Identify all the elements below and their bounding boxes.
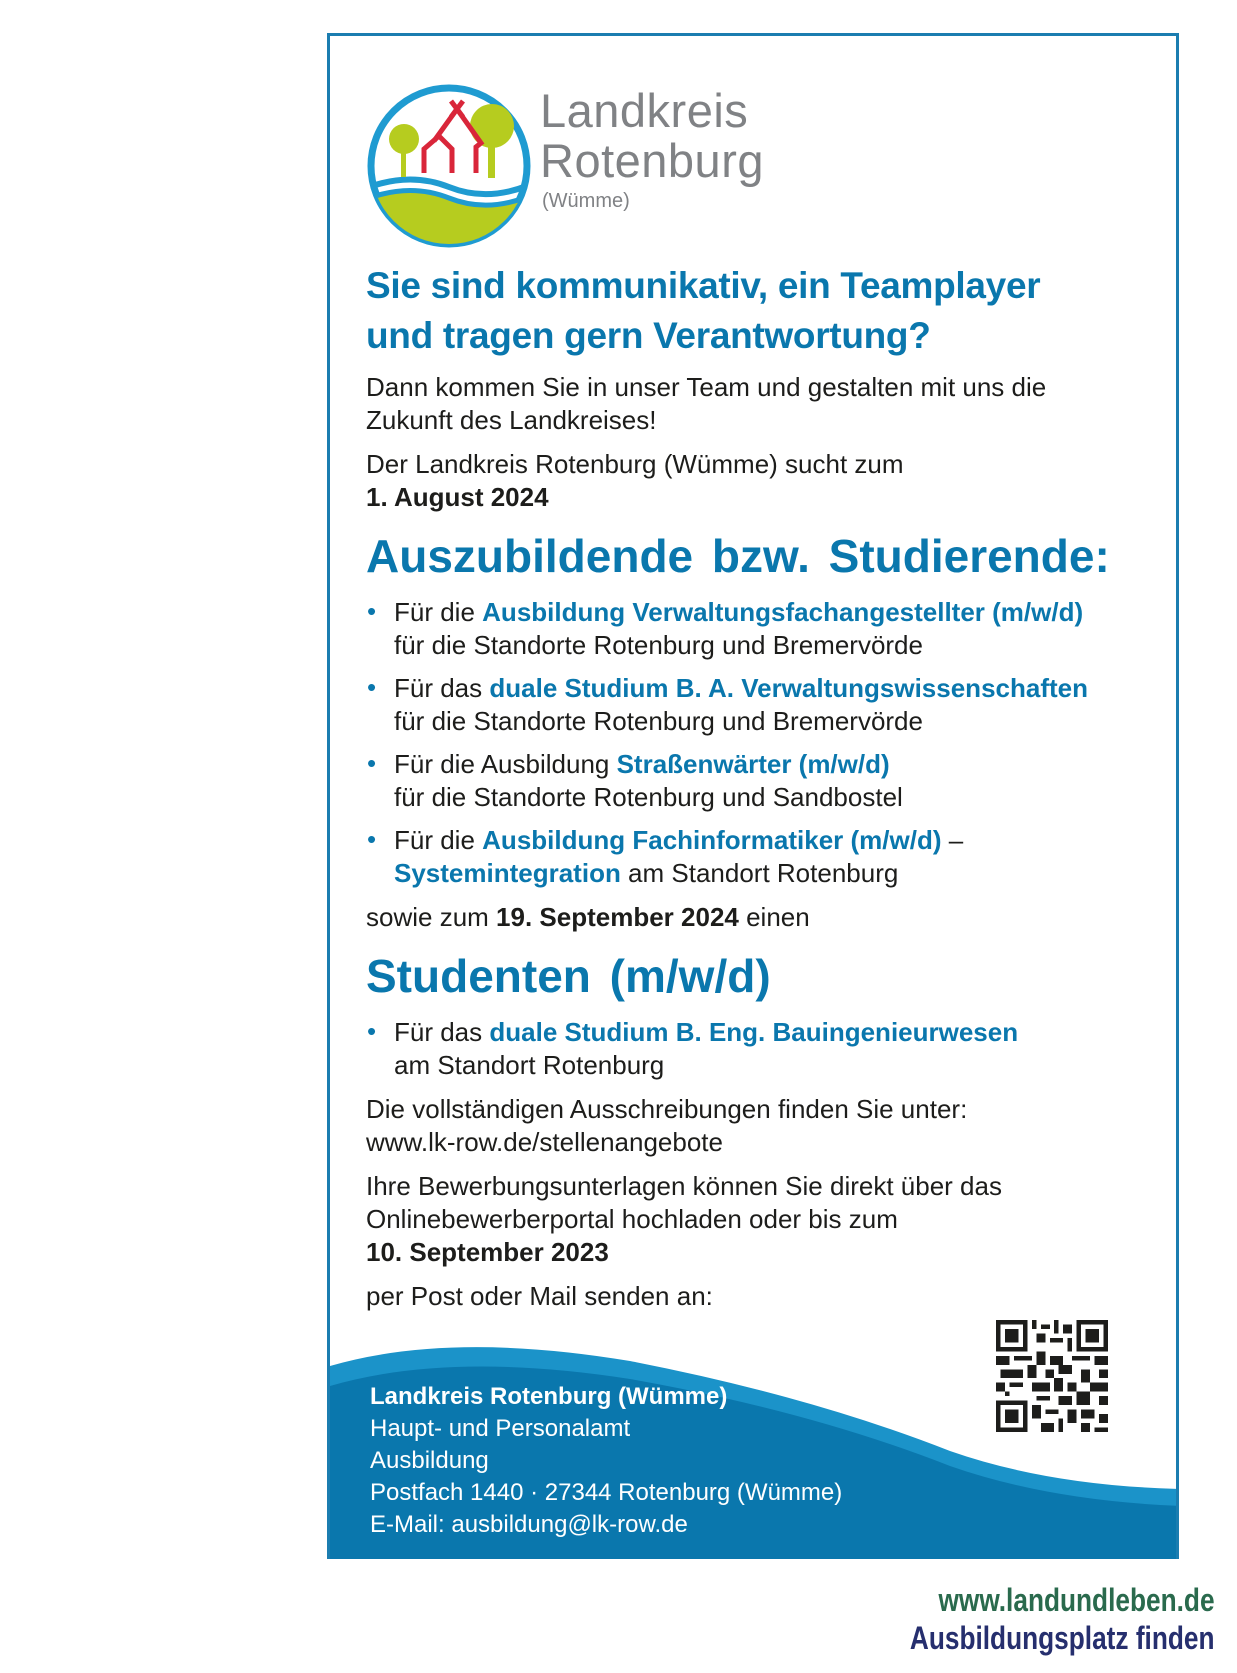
list-item xyxy=(366,596,1156,662)
item-location: am Standort Rotenburg xyxy=(394,1050,665,1080)
footer-email-link[interactable]: E-Mail: ausbildung@lk-row.de xyxy=(370,1511,688,1538)
item-highlight: Straßenwärter (m/w/d) xyxy=(616,749,890,779)
details-url-link[interactable]: www.lk-row.de/stellenangebote xyxy=(366,1127,723,1157)
list-item xyxy=(366,824,1156,890)
item-highlight: duale Studium B. Eng. Bauingenieurwesen xyxy=(489,1017,1019,1047)
logo-sub: (Wümme) xyxy=(542,190,630,212)
footer-address: Postfach 1440 · 27344 Rotenburg (Wümme) xyxy=(370,1479,843,1506)
headline-line2: und tragen gern Verantwortung? xyxy=(366,315,931,356)
item-location: für die Standorte Rotenburg und Bremervörde xyxy=(394,706,923,736)
item-prefix: Für die xyxy=(394,825,483,855)
apply-line3: per Post oder Mail senden an: xyxy=(366,1281,713,1311)
search-text xyxy=(366,448,1156,514)
logo-line1: Landkreis xyxy=(540,84,749,137)
section2-list xyxy=(366,1016,1156,1082)
landkreis-logo-icon xyxy=(364,81,534,251)
item-prefix: Für die Ausbildung xyxy=(394,749,617,779)
qr-code-icon[interactable] xyxy=(996,1320,1108,1432)
item-prefix: Für das xyxy=(394,673,490,703)
publisher-brand xyxy=(910,1581,1215,1657)
item-location: am Standort Rotenburg xyxy=(620,858,899,888)
item-location: für die Standorte Rotenburg und Bremervörde xyxy=(394,630,923,660)
item-prefix: Für das xyxy=(394,1017,490,1047)
intro-line2: Zukunft des Landkreises! xyxy=(366,405,657,435)
also-suffix: einen xyxy=(738,902,810,932)
section1-list xyxy=(366,596,1156,890)
list-item xyxy=(366,672,1156,738)
intro-line1: Dann kommen Sie in unser Team und gestalten mit uns die xyxy=(366,372,1047,402)
item-highlight: duale Studium B. A. Verwaltungswissenschaften xyxy=(489,673,1088,703)
apply-text xyxy=(366,1170,1156,1269)
also-prefix: sowie zum xyxy=(366,902,497,932)
headline xyxy=(366,261,1156,361)
footer-unit: Ausbildung xyxy=(370,1447,489,1474)
brand-tagline: Ausbildungsplatz finden xyxy=(910,1620,1215,1656)
section1-title: Auszubildende bzw. Studierende: xyxy=(366,530,1110,582)
also-date: 19. September 2024 xyxy=(496,902,739,932)
list-item xyxy=(366,1016,1156,1082)
footer-dept: Haupt- und Personalamt xyxy=(370,1415,631,1442)
brand-url-link[interactable]: www.landundleben.de xyxy=(938,1582,1215,1618)
item-highlight-2: Systemintegration xyxy=(394,858,621,888)
intro-text xyxy=(366,371,1156,437)
item-location: für die Standorte Rotenburg und Sandbostel xyxy=(394,782,903,812)
start-date: 1. August 2024 xyxy=(366,482,549,512)
headline-line1: Sie sind kommunikativ, ein Teamplayer xyxy=(366,265,1041,306)
item-prefix: Für die xyxy=(394,597,483,627)
logo-wordmark xyxy=(540,86,764,213)
job-advertisement xyxy=(327,33,1179,1559)
apply-line2: Onlinebewerberportal hochladen oder bis zum xyxy=(366,1204,898,1234)
search-line1: Der Landkreis Rotenburg (Wümme) sucht zum xyxy=(366,449,904,479)
details-text xyxy=(366,1093,1156,1159)
item-highlight: Ausbildung Verwaltungsfachangestellter (m/w/d) xyxy=(482,597,1084,627)
contact-address xyxy=(370,1381,842,1541)
item-highlight: Ausbildung Fachinformatiker (m/w/d) xyxy=(482,825,942,855)
details-line1: Die vollständigen Ausschreibungen finden Sie unter: xyxy=(366,1094,968,1124)
logo-line2: Rotenburg xyxy=(540,134,764,187)
apply-deadline: 10. September 2023 xyxy=(366,1237,609,1267)
ad-content xyxy=(366,261,1156,1313)
section2-title: Studenten (m/w/d) xyxy=(366,950,771,1002)
list-item xyxy=(366,748,1156,814)
apply-line1: Ihre Bewerbungsunterlagen können Sie direkt über das xyxy=(366,1171,1002,1201)
footer-org: Landkreis Rotenburg (Wümme) xyxy=(370,1383,728,1410)
item-suffix: – xyxy=(941,825,964,855)
also-text xyxy=(366,901,1156,934)
